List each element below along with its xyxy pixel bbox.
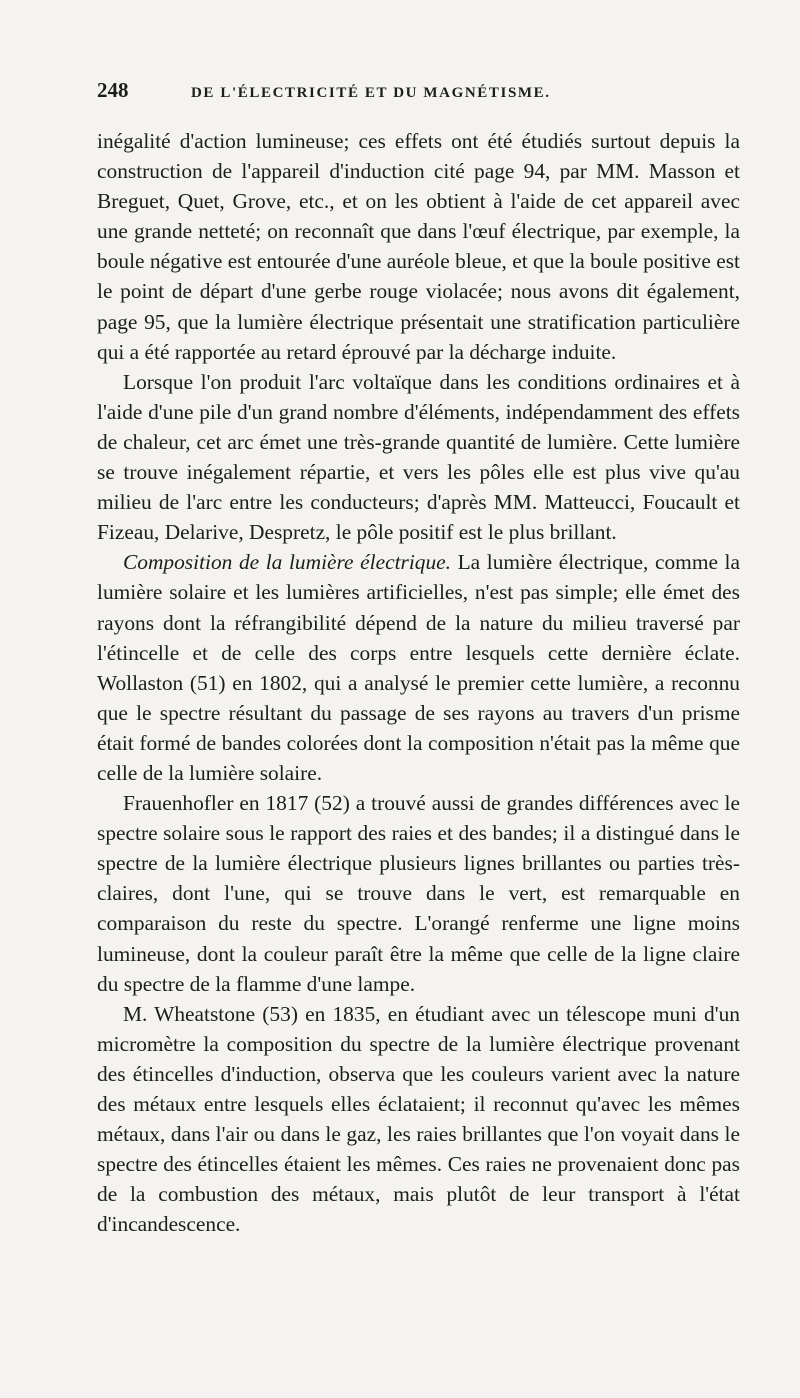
section-heading: Composition de la lumière électrique. — [123, 550, 452, 575]
paragraph-text: Lorsque l'on produit l'arc voltaïque dans les conditions ordinaires et à l'aide d'une pile d'un grand nombre d'éléments, indépendamment des effets de chaleur, cet arc émet une très-grande quantité de lumière. Cette lumière se trouve inégalement répartie, et vers les pôles elle est plus vive qu'au milieu de l'arc entre les conducteurs; d'après MM. Matteucci, Foucault et Fizeau, Delarive, Despretz, le pôle positif est le plus brillant. — [97, 369, 740, 545]
body-text — [97, 126, 740, 1239]
page-number: 248 — [97, 78, 129, 102]
running-title: DE L'ÉLECTRICITÉ ET DU MAGNÉTISME. — [191, 85, 551, 101]
paragraph-text: Frauenhofler en 1817 (52) a trouvé aussi de grandes différences avec le spectre solaire sous le rapport des raies et des bandes; il a distingué dans le spectre de la lumière électrique plusieurs lignes brillantes ou parties très-claires, dont l'une, qui se trouve dans le vert, est remarquable en comparaison du reste du spectre. L'orangé renferme une ligne moins lumineuse, dont la couleur paraît être la même que celle de la ligne claire du spectre de la flamme d'une lampe. — [97, 791, 740, 996]
paragraph-4 — [97, 788, 740, 999]
paragraph-text: M. Wheatstone (53) en 1835, en étudiant avec un télescope muni d'un micromètre la composition du spectre de la lumière électrique provenant des étincelles d'induction, observa que les couleurs varient avec la nature des métaux entre lesquels elles éclataient; il reconnut qu'avec les mêmes métaux, dans l'air ou dans le gaz, les raies brillantes que l'on voyait dans le spectre des étincelles étaient les mêmes. Ces raies ne provenaient donc pas de la combustion des métaux, mais plutôt de leur transport à l'état d'incandescence. — [97, 1001, 740, 1237]
paragraph-2 — [97, 367, 740, 548]
paragraph-3 — [97, 547, 740, 788]
running-head — [97, 78, 740, 118]
paragraph-text: La lumière électrique, comme la lumière solaire et les lumières artificielles, n'est pas simple; elle émet des rayons dont la réfrangibilité dépend de la nature du milieu traversé par l'étincelle et de celle des corps entre lesquels cette dernière éclate. Wollaston (51) en 1802, qui a analysé le premier cette lumière, a reconnu que le spectre résultant du passage de ses rayons au travers d'un prisme était formé de bandes colorées dont la composition n'était pas la même que celle de la lumière solaire. — [97, 550, 740, 785]
paragraph-text: inégalité d'action lumineuse; ces effets ont été étudiés surtout depuis la construction de l'appareil d'induction cité page 94, par MM. Masson et Breguet, Quet, Grove, etc., et on les obtient à l'aide de cet appareil avec une grande netteté; on reconnaît que dans l'œuf électrique, par exemple, la boule négative est entourée d'une auréole bleue, et que la boule positive est le point de départ d'une gerbe rouge violacée; nous avons dit également, page 95, que la lumière électrique présentait une stratification particulière qui a été rapportée au retard éprouvé par la décharge induite. — [97, 129, 740, 364]
paragraph-5 — [97, 999, 740, 1240]
paragraph-1 — [97, 126, 740, 367]
